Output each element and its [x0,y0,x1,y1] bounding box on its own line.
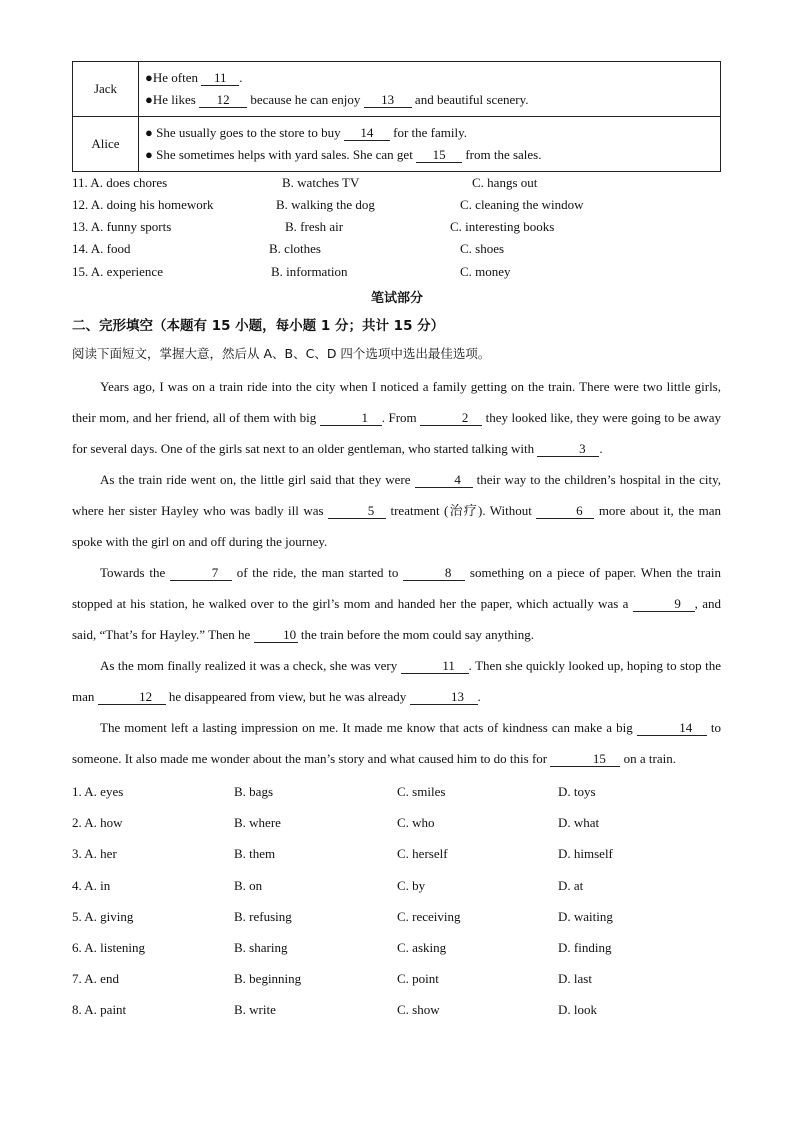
jack-line-1-text: ●He often [145,70,202,85]
passage-text: . [477,689,481,704]
alice-line-1-end: for the family. [389,125,467,140]
choice-row-2 [72,807,721,838]
blank-3: 3 [537,442,599,457]
blank-14: 14 [637,721,707,736]
passage-text: Towards the [100,565,170,580]
section-title: 笔试部分 [370,291,423,306]
option-b: B. fresh air [285,219,344,234]
instruction-text: 阅读下面短文，掌握大意，然后从 A、B、C、D 四个选项中选出最佳选项。 [72,346,491,361]
passage-text: their way to the children’s hospital in the city, where her sister Hayley who was badly ill was [72,472,721,518]
choice-d: D. himself [558,846,613,862]
passage-text: more about it, the man spoke with the girl on and off during the journey. [72,503,721,549]
passage-text: As the mom finally realized it was a check, she was very [100,658,401,673]
alice-line-2-text: ● She sometimes helps with yard sales. She can get [145,147,417,162]
choice-row-1 [72,776,721,807]
passage-text: , and said, “That’s for Hayley.” Then he [72,596,721,642]
blank-15: 15 [416,148,462,163]
blank-10: 10 [254,628,298,643]
choice-a: 2. A. how [72,815,123,831]
passage-text: on a train. [620,751,676,766]
option-b: B. clothes [269,241,321,256]
choice-c: C. receiving [397,908,461,924]
option-c: C. money [460,264,511,279]
choice-b: B. sharing [234,939,288,955]
alice-details [139,117,721,172]
blank-2: 2 [420,411,482,426]
choice-a: 1. A. eyes [72,784,124,799]
paragraph-1 [72,371,721,464]
blank-12: 12 [199,93,247,108]
blank-13: 13 [410,690,478,705]
jack-line-2 [145,89,714,111]
choice-c: C. asking [397,939,447,955]
paragraph-3 [72,557,721,650]
choice-b: B. beginning [234,971,302,987]
choice-c: C. smiles [397,784,446,799]
option-a: 13. A. funny sports [72,219,172,234]
choice-b: B. bags [234,784,273,799]
choice-b: B. write [234,1002,276,1018]
cloze-choices [72,776,721,1026]
choice-row-3 [72,838,721,869]
option-c: C. interesting books [450,219,555,234]
option-c: C. hangs out [472,175,538,190]
alice-line-2-end: from the sales. [462,147,542,162]
passage-text: of the ride, the man started to [231,565,404,580]
choice-c: C. show [397,1002,440,1018]
blank-8: 8 [403,566,465,581]
jack-line-1-end: . [239,70,243,85]
blank-15: 15 [550,752,620,767]
choice-a: 8. A. paint [72,1002,127,1018]
passage-text: he disappeared from view, but he was already [165,689,410,704]
choice-d: D. look [558,1002,597,1018]
table-row-jack [73,62,721,117]
blank-12: 12 [98,690,166,705]
jack-details [139,62,721,117]
alice-line-2 [145,144,714,166]
blank-7: 7 [170,566,232,581]
choice-row-7 [72,963,721,994]
passage-text: something on a piece of paper. When the train stopped at his station, he walked over to the girl’s mom and handed her the paper, which actually was a [72,565,721,611]
choice-c: C. point [397,971,439,987]
choice-a: 3. A. her [72,846,117,862]
passage-text: The moment left a lasting impression on me. It made me know that acts of kindness can make a big [100,720,637,735]
choice-d: D. toys [558,784,596,799]
choice-d: D. what [558,815,600,831]
choice-row-6 [72,932,721,963]
passage-text: . [599,441,603,456]
choice-d: D. waiting [558,908,613,924]
jack-line-2-text: ●He likes [145,92,200,107]
passage-text: to someone. It also made me wonder about the man’s story and what caused him to do this for [72,720,721,766]
passage-text: they looked like, they were going to be away for several days. One of the girls sat next to an older gentleman, who started talking with [72,410,721,456]
passage-text: . From [381,410,421,425]
option-c: C. cleaning the window [460,197,584,212]
option-b: B. information [271,264,348,279]
jack-line-2-mid: because he can enjoy [247,92,364,107]
choice-d: D. at [558,877,584,893]
blank-11: 11 [201,71,239,86]
cloze-passage [72,371,721,774]
alice-line-1 [145,122,714,144]
passage-text: . Then she quickly looked up, hoping to stop the man [72,658,721,704]
blank-14: 14 [344,126,390,141]
blank-4: 4 [415,473,473,488]
paragraph-4 [72,650,721,712]
choice-d: D. last [558,971,592,987]
name-cell-alice: Alice [73,117,139,172]
choice-c: C. by [397,877,426,893]
choice-a: 7. A. end [72,971,119,987]
jack-line-1 [145,67,714,89]
option-a: 11. A. does chores [72,175,168,190]
blank-9: 9 [633,597,695,612]
jack-line-2-end: and beautiful scenery. [411,92,529,107]
paragraph-5 [72,712,721,774]
blank-6: 6 [536,504,594,519]
choice-row-8 [72,994,721,1025]
blank-11: 11 [401,659,469,674]
blank-13: 13 [364,93,412,108]
passage-text: the train before the mom could say anything. [297,627,535,642]
choice-c: C. herself [397,846,448,862]
option-c: C. shoes [460,241,505,256]
option-a: 12. A. doing his homework [72,197,214,212]
choice-d: D. finding [558,939,612,955]
passage-text: Years ago, I was on a train ride into the city when I noticed a family getting on the train. There were two little girls, their mom, and her friend, all of them with big [72,379,721,425]
option-a: 15. A. experience [72,264,163,279]
choice-a: 6. A. listening [72,939,145,955]
choice-a: 4. A. in [72,877,111,893]
blank-5: 5 [328,504,386,519]
choice-a: 5. A. giving [72,908,134,924]
option-a: 14. A. food [72,241,131,256]
section-heading: 二、完形填空（本题有 15 小题，每小题 1 分；共计 15 分） [72,318,445,334]
choice-b: B. on [234,877,263,893]
blank-1: 1 [320,411,382,426]
info-table [72,61,721,172]
option-b: B. walking the dog [276,197,375,212]
passage-text: As the train ride went on, the little girl said that they were [100,472,415,487]
name-cell-jack: Jack [73,62,139,117]
choice-c: C. who [397,815,435,831]
choice-b: B. them [234,846,276,862]
paragraph-2 [72,464,721,557]
table-row-alice [73,117,721,172]
alice-line-1-text: ● She usually goes to the store to buy [145,125,344,140]
passage-text: treatment (治疗). Without [386,503,537,518]
option-b: B. watches TV [282,175,360,190]
choice-b: B. where [234,815,281,831]
choice-row-5 [72,901,721,932]
choice-row-4 [72,870,721,901]
choice-b: B. refusing [234,908,292,924]
